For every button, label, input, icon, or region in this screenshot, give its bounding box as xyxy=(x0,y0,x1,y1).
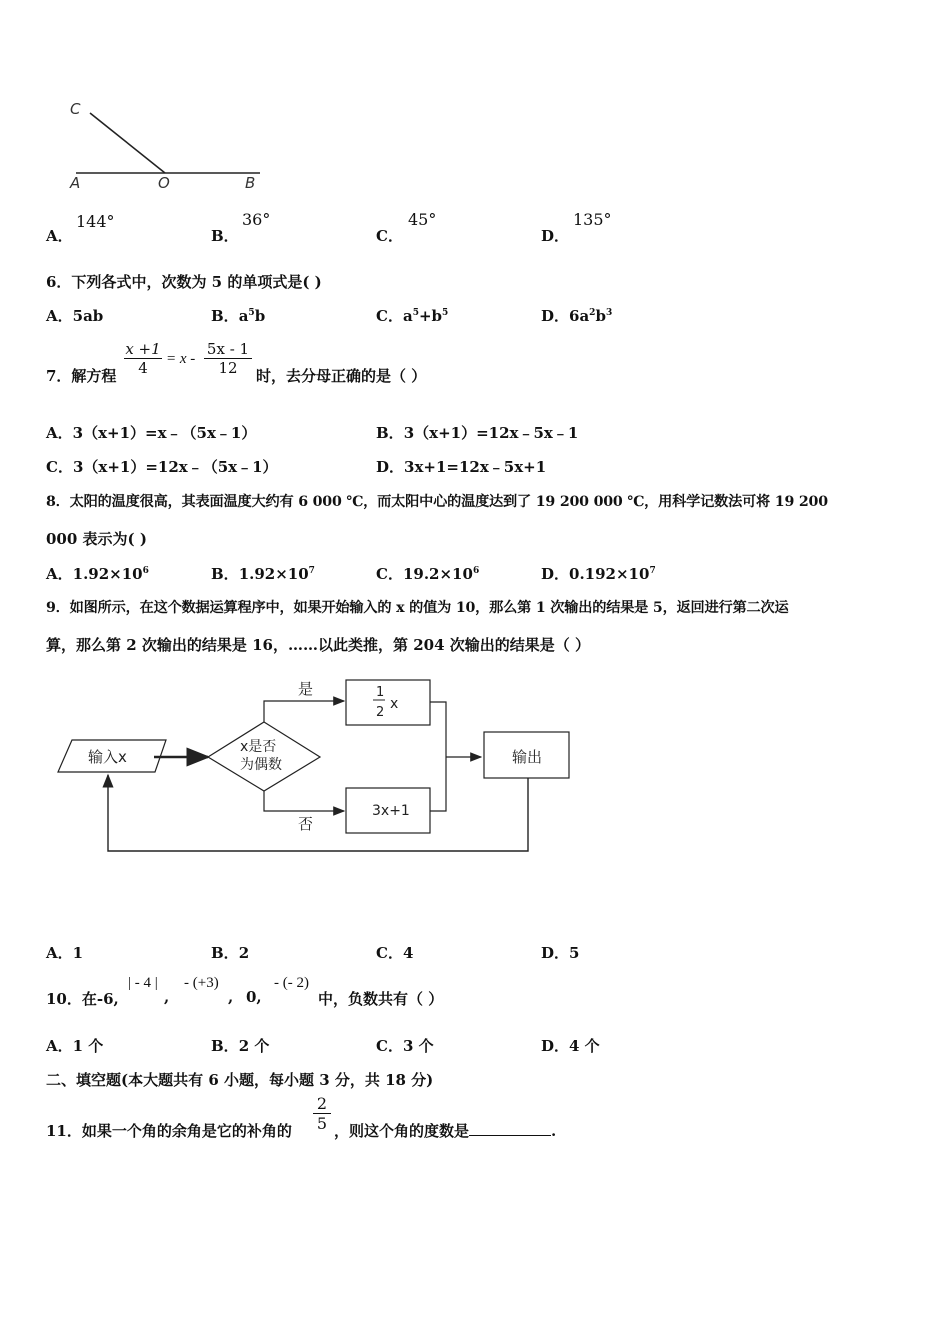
q7-option-d[interactable]: D．3x+1=12x﹣5x+1 xyxy=(376,458,547,476)
q8-option-b[interactable]: B．$1.92\times 10^7$ xyxy=(211,565,315,583)
q10-option-a[interactable]: A．1 个 xyxy=(46,1037,104,1055)
flowchart xyxy=(50,672,590,862)
no-label: 否 xyxy=(298,815,314,833)
q5-option-d-value: 135° xyxy=(573,210,612,229)
q6-option-d[interactable]: D．$6a^2b^3$ xyxy=(541,307,613,325)
input-label: 输入x xyxy=(88,748,127,766)
q10-option-b[interactable]: B．2 个 xyxy=(211,1037,270,1055)
label-a: A xyxy=(70,174,81,192)
q9-option-c[interactable]: C．4 xyxy=(376,944,414,962)
q5-option-d[interactable]: D． xyxy=(541,227,570,245)
q7-prefix: 7．解方程 xyxy=(46,367,117,385)
q10-expr-abs: | - 4 | xyxy=(128,975,158,991)
q10-prefix: 10．在-6, xyxy=(46,990,119,1008)
q10-option-c[interactable]: C．3 个 xyxy=(376,1037,434,1055)
half-numerator: 1 xyxy=(376,685,385,700)
section-2-heading: 二、填空题(本大题共有 6 小题，每小题 3 分，共 18 分) xyxy=(46,1071,434,1089)
q7-suffix: 时，去分母正确的是（ ） xyxy=(256,367,427,385)
q5-option-b-value: 36° xyxy=(242,210,271,229)
q9-option-b[interactable]: B．2 xyxy=(211,944,250,962)
q7-option-b[interactable]: B．3（x+1）=12x﹣5x﹣1 xyxy=(376,424,579,442)
q10-suffix: 中，负数共有（ ） xyxy=(318,990,444,1008)
q5-option-a-value: 144° xyxy=(76,212,115,231)
q7-option-a[interactable]: A．3（x+1）=x﹣（5x﹣1） xyxy=(46,424,257,442)
label-b: B xyxy=(245,174,256,192)
q6-stem: 6．下列各式中，次数为 5 的单项式是( ) xyxy=(46,273,322,291)
output-label: 输出 xyxy=(512,748,543,766)
q9-line-1: 9．如图所示，在这个数据运算程序中，如果开始输入的 x 的值为 10，那么第 1 次输出的结果是 5，返回进行第二次运 xyxy=(46,600,789,616)
q7-middle: = x - xyxy=(166,351,196,367)
q11-answer-blank[interactable] xyxy=(469,1135,551,1136)
half-box xyxy=(346,680,430,725)
q10-comma-2: , xyxy=(228,988,234,1006)
q9-option-d[interactable]: D．5 xyxy=(541,944,580,962)
q10-option-d[interactable]: D．4 个 xyxy=(541,1037,600,1055)
q8-option-d[interactable]: D．$0.192\times 10^7$ xyxy=(541,565,656,583)
label-o: O xyxy=(158,174,170,192)
q5-option-c-value: 45° xyxy=(408,210,437,229)
q10-expr-neg-neg2: - (- 2) xyxy=(274,975,309,991)
q10-comma-1: , xyxy=(164,988,170,1006)
half-variable: x xyxy=(390,696,399,712)
angle-figure xyxy=(60,95,280,200)
decision-line-2: 为偶数 xyxy=(240,757,282,773)
q10-expr-neg-pos3: - (+3) xyxy=(184,975,219,991)
decision-line-1: x是否 xyxy=(240,739,277,755)
q8-option-a[interactable]: A．$1.92\times 10^6$ xyxy=(46,565,149,583)
q11-prefix: 11．如果一个角的余角是它的补角的 xyxy=(46,1122,292,1140)
q5-option-a[interactable]: A． xyxy=(46,227,73,245)
q9-option-a[interactable]: A．1 xyxy=(46,944,84,962)
q5-option-c[interactable]: C． xyxy=(376,227,403,245)
half-denominator: 2 xyxy=(376,705,385,720)
q11-fraction: $\frac{2}{5}$ xyxy=(313,1094,331,1133)
q5-option-b[interactable]: B． xyxy=(211,227,239,245)
q7-option-c[interactable]: C．3（x+1）=12x﹣（5x﹣1） xyxy=(46,458,278,476)
q11-suffix: ，则这个角的度数是 . xyxy=(334,1122,557,1140)
q6-option-a[interactable]: A．5ab xyxy=(46,307,104,325)
q6-option-b[interactable]: B．$a^5b$ xyxy=(211,307,266,325)
q7-fraction-2: $\frac{5x - 1}{12}$ xyxy=(204,340,252,377)
q8-line-2: 000 表示为( ) xyxy=(46,530,147,548)
q8-line-1: 8．太阳的温度很高，其表面温度大约有 6 000 ℃，而太阳中心的温度达到了 19 200 000 ℃，用科学记数法可将 19 200 xyxy=(46,494,828,510)
q8-option-c[interactable]: C．$19.2\times 10^6$ xyxy=(376,565,480,583)
q6-option-c[interactable]: C．$a^5+b^5$ xyxy=(376,307,449,325)
q10-zero: 0, xyxy=(246,988,262,1006)
yes-label: 是 xyxy=(298,680,314,698)
label-c: C xyxy=(70,100,81,118)
q7-fraction-1: $\frac{x +1}{4}$ xyxy=(125,340,161,377)
odd-operation: 3x+1 xyxy=(372,803,410,819)
q9-line-2: 算，那么第 2 次输出的结果是 16，……以此类推，第 204 次输出的结果是（ ） xyxy=(46,636,590,654)
